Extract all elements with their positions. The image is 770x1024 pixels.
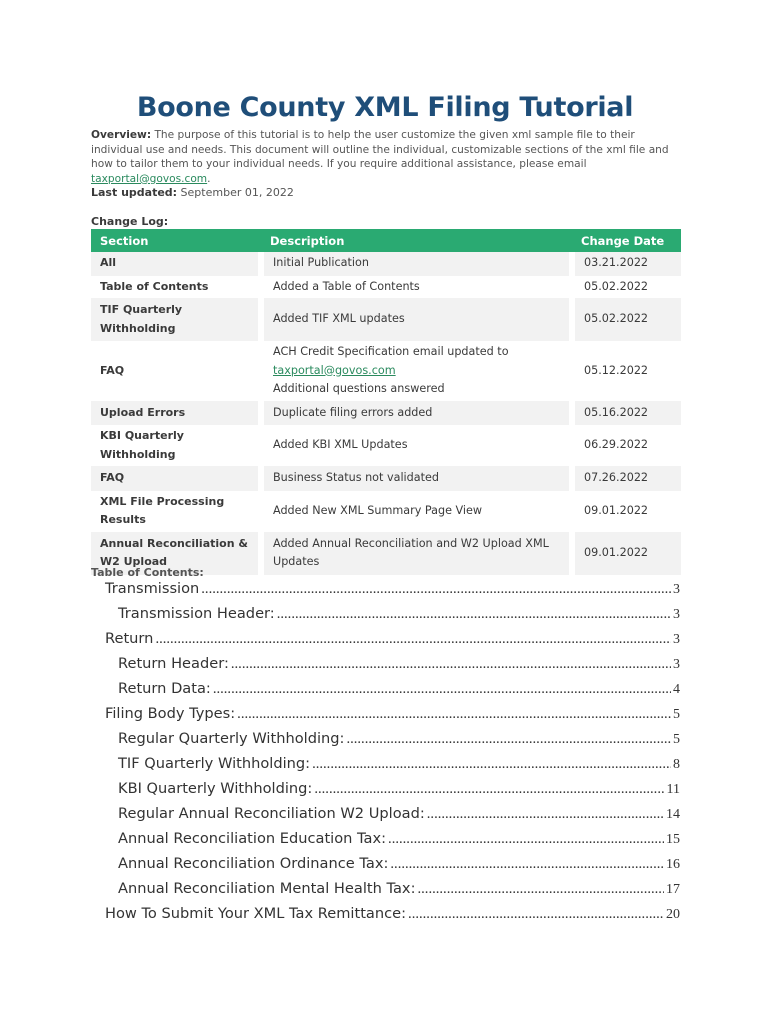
table-row xyxy=(91,299,681,341)
toc-entry[interactable] xyxy=(118,605,680,630)
last-updated xyxy=(91,186,294,199)
toc-entry-title: Return Data: xyxy=(118,680,211,697)
toc-entry-page: 11 xyxy=(666,782,680,797)
changelog-heading: Change Log: xyxy=(91,215,169,228)
toc-entry-title: Regular Annual Reconciliation W2 Upload: xyxy=(118,805,425,822)
last-updated-value: September 01, 2022 xyxy=(177,186,294,199)
toc-entry-title: KBI Quarterly Withholding: xyxy=(118,780,313,797)
table-row xyxy=(91,467,681,491)
row-description: Added New XML Summary Page View xyxy=(261,490,572,532)
row-date: 03.21.2022 xyxy=(572,252,681,275)
toc-leader xyxy=(418,881,665,898)
toc-entry-page: 4 xyxy=(673,682,680,697)
toc-entry[interactable] xyxy=(105,580,680,605)
toc-leader xyxy=(427,806,664,823)
toc-entry[interactable] xyxy=(118,730,680,755)
overview-paragraph xyxy=(91,128,683,186)
row-description: Business Status not validated xyxy=(261,467,572,491)
toc-leader xyxy=(155,631,671,648)
row-date: 09.01.2022 xyxy=(572,490,681,532)
row-section: TIF Quarterly Withholding xyxy=(91,299,261,341)
toc-entry-page: 20 xyxy=(666,907,680,922)
toc-entry[interactable] xyxy=(118,805,680,830)
row-section: Upload Errors xyxy=(91,401,261,425)
table-row xyxy=(91,425,681,467)
toc-entry[interactable] xyxy=(118,655,680,680)
row-date: 06.29.2022 xyxy=(572,425,681,467)
toc-entry-title: Transmission xyxy=(105,580,200,597)
toc-entry-page: 16 xyxy=(666,857,680,872)
toc-entry-title: Regular Quarterly Withholding: xyxy=(118,730,345,747)
row-description-email-link[interactable]: taxportal@govos.com xyxy=(273,363,396,377)
toc-entry[interactable] xyxy=(118,855,680,880)
column-header-change-date: Change Date xyxy=(572,229,681,252)
toc-entry[interactable] xyxy=(118,780,680,805)
row-description: Duplicate filing errors added xyxy=(261,401,572,425)
row-date: 05.02.2022 xyxy=(572,275,681,299)
toc-entry-title: Annual Reconciliation Education Tax: xyxy=(118,830,387,847)
page-title: Boone County XML Filing Tutorial xyxy=(136,92,634,123)
table-row xyxy=(91,252,681,275)
row-date: 07.26.2022 xyxy=(572,467,681,491)
overview-text: The purpose of this tutorial is to help the user customize the given xml sample file to their individual use and needs. This document will outline the individual, customizable sections of the xml file and how to tailor them to your individual needs. If you require additional assistance, please email xyxy=(91,129,669,171)
toc-entry-title: Annual Reconciliation Mental Health Tax: xyxy=(118,880,416,897)
row-date: 05.02.2022 xyxy=(572,299,681,341)
toc-leader xyxy=(346,731,671,748)
toc-leader xyxy=(231,656,671,673)
toc-leader xyxy=(314,781,664,798)
toc-entry[interactable] xyxy=(105,705,680,730)
changelog-header-row xyxy=(91,229,681,252)
row-description xyxy=(261,341,572,402)
toc-leader xyxy=(312,756,671,773)
toc-entry-page: 15 xyxy=(666,832,680,847)
toc-entry-title: Transmission Header: xyxy=(118,605,275,622)
toc-leader xyxy=(277,606,671,623)
row-section: KBI Quarterly Withholding xyxy=(91,425,261,467)
row-section: Annual Reconciliation & W2 Upload xyxy=(91,532,261,574)
row-section: XML File Processing Results xyxy=(91,490,261,532)
toc-entry-page: 3 xyxy=(673,657,680,672)
row-section: All xyxy=(91,252,261,275)
row-section: Table of Contents xyxy=(91,275,261,299)
row-section: FAQ xyxy=(91,467,261,491)
row-description: Added Annual Reconciliation and W2 Upload XML Updates xyxy=(261,532,572,574)
table-row xyxy=(91,401,681,425)
toc-leader xyxy=(237,706,671,723)
toc-leader xyxy=(213,681,671,698)
toc-entry-page: 5 xyxy=(673,732,680,747)
table-row xyxy=(91,341,681,402)
toc-entry-title: Annual Reconciliation Ordinance Tax: xyxy=(118,855,389,872)
toc-entry-title: Filing Body Types: xyxy=(105,705,236,722)
toc-entry-title: TIF Quarterly Withholding: xyxy=(118,755,311,772)
overview-email-link[interactable]: taxportal@govos.com xyxy=(91,172,208,185)
toc-entry[interactable] xyxy=(105,630,680,655)
toc-entry[interactable] xyxy=(118,830,680,855)
row-date: 05.16.2022 xyxy=(572,401,681,425)
toc-entry-title: Return Header: xyxy=(118,655,229,672)
row-description: Added KBI XML Updates xyxy=(261,425,572,467)
toc-entry[interactable] xyxy=(118,880,680,905)
row-description-line: ACH Credit Specification email updated to xyxy=(273,345,509,358)
toc-entry[interactable] xyxy=(105,905,680,930)
table-row xyxy=(91,275,681,299)
toc-leader xyxy=(388,831,664,848)
overview-label: Overview: xyxy=(91,129,152,141)
toc-entry-page: 5 xyxy=(673,707,680,722)
toc-entry-page: 17 xyxy=(666,882,680,897)
row-description-line: Additional questions answered xyxy=(273,382,445,395)
toc-entry-page: 3 xyxy=(673,582,680,597)
row-date: 05.12.2022 xyxy=(572,341,681,402)
toc-leader xyxy=(390,856,664,873)
row-description: Added a Table of Contents xyxy=(261,275,572,299)
last-updated-label: Last updated: xyxy=(91,186,178,199)
toc-leader xyxy=(408,906,664,923)
toc-entry-page: 3 xyxy=(673,632,680,647)
row-date: 09.01.2022 xyxy=(572,532,681,574)
column-header-description: Description xyxy=(261,229,572,252)
toc-entry-page: 3 xyxy=(673,607,680,622)
table-row xyxy=(91,490,681,532)
overview-end: . xyxy=(207,172,211,185)
row-description: Added TIF XML updates xyxy=(261,299,572,341)
changelog-table xyxy=(91,229,681,575)
row-description: Initial Publication xyxy=(261,252,572,275)
row-section: FAQ xyxy=(91,341,261,402)
toc-entry[interactable] xyxy=(118,755,680,780)
toc-entry-title: How To Submit Your XML Tax Remittance: xyxy=(105,905,407,922)
toc-entry-title: Return xyxy=(105,630,154,647)
column-header-section: Section xyxy=(91,229,261,252)
toc-heading: Table of Contents: xyxy=(91,566,204,579)
toc-entry[interactable] xyxy=(118,680,680,705)
toc-leader xyxy=(201,581,671,598)
toc-entry-page: 14 xyxy=(666,807,680,822)
toc-entry-page: 8 xyxy=(673,757,680,772)
